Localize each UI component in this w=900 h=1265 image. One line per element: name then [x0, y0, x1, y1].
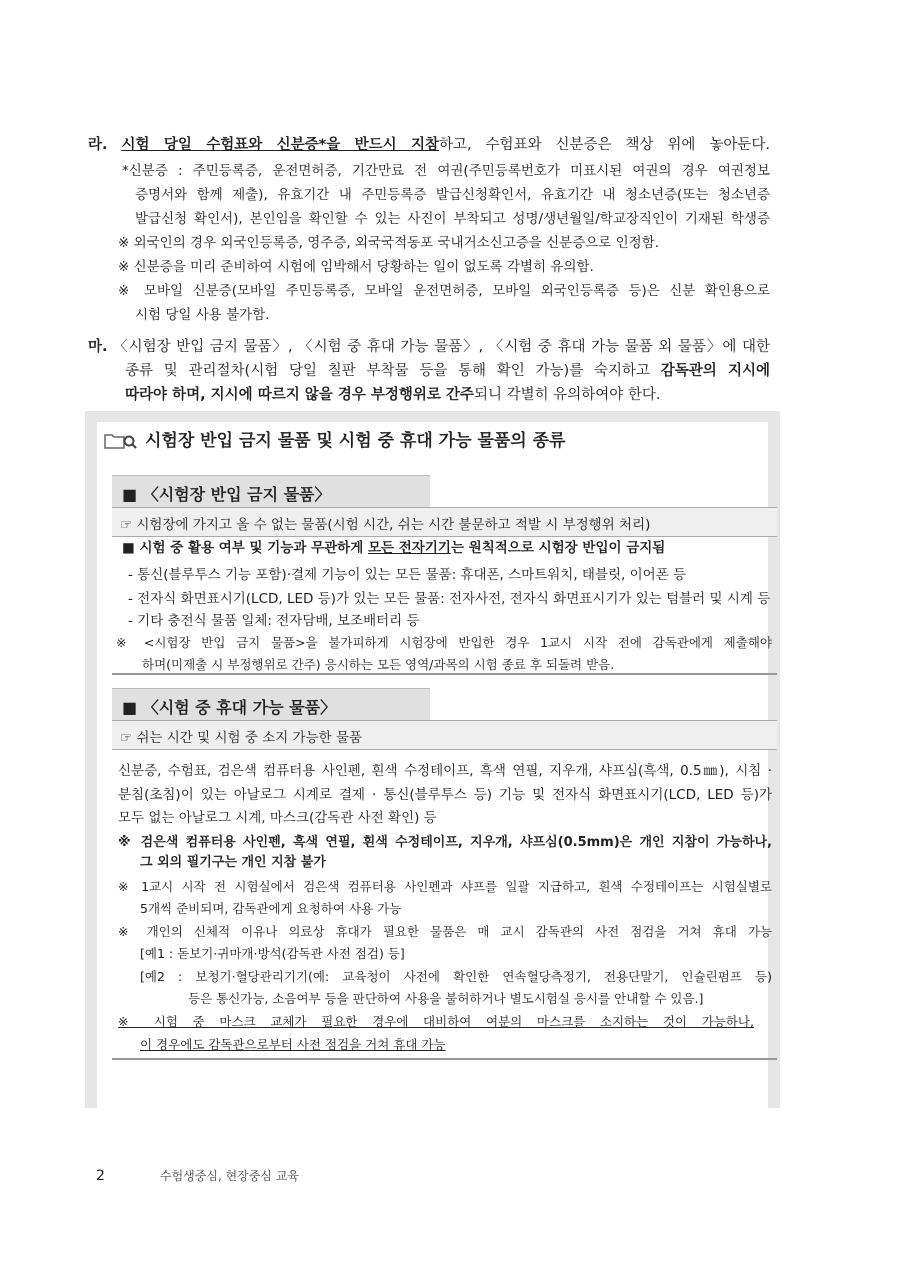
section-ma-line	[125, 361, 770, 381]
subheading: ☞ 시험장에 가지고 올 수 없는 물품(시험 시간, 쉬는 시간 불문하고 적발 시 부정행위 처리)	[120, 517, 651, 533]
section-ra-line	[88, 135, 770, 155]
subheading: ☞ 쉬는 시간 및 시험 중 소지 가능한 물품	[120, 730, 363, 746]
box-title: 시험장 반입 금지 물품 및 시험 중 휴대 가능 물품의 종류	[145, 431, 566, 451]
allowed-body: 모두 없는 아날로그 시계, 마스크(감독관 사전 확인) 등	[118, 810, 437, 826]
id-note-line: 발급신청 확인서), 본인임을 확인할 수 있는 사진이 부착되고 성명/생년월일/학교장직인이 기재된 학생증	[135, 211, 770, 227]
allowed-subheader	[112, 720, 777, 750]
bold-text: ■ 시험 중 활용 여부 및 기능과 무관하게	[122, 540, 368, 556]
prohibited-header	[112, 475, 430, 508]
section-ma-line	[88, 337, 770, 357]
id-note-line: *신분증 : 주민등록증, 운전면허증, 기간만료 전 여권(주민등록번호가 미표시된 여권의 경우 여권정보	[122, 163, 770, 179]
bold-text: 는 원칙적으로 시험장 반입이 금지됨	[450, 540, 666, 556]
prohibited-rule	[122, 538, 665, 558]
body-text: 종류 및 관리절차(시험 당일 칠판 부착물 등을 통해 확인 가능)를 숙지하고	[125, 363, 661, 379]
allowed-header	[112, 688, 430, 721]
folder-search-icon	[103, 431, 139, 455]
emphasis-text: 감독관의 지시에	[660, 363, 770, 379]
note-line: ※ 신분증을 미리 준비하여 시험에 임박해서 당황하는 일이 없도록 각별히 유의함.	[118, 259, 594, 275]
section-heading: ■ 〈시험 중 휴대 가능 물품〉	[122, 698, 337, 717]
section-marker: 마.	[88, 339, 108, 355]
note-line: ※ <시험장 반입 금지 물품>을 불가피하게 시험장에 반입한 경우 1교시 시작 전에 감독관에게 제출해야	[116, 635, 772, 650]
body-text: 되니 각별히 유의하여야 한다.	[474, 387, 661, 403]
emphasis-text: 모든 전자기기	[367, 540, 451, 556]
note-line: 5개씩 준비되며, 감독관에게 요청하여 사용 가능	[140, 901, 402, 916]
prohibited-item: - 통신(블루투스 기능 포함)·결제 기능이 있는 모든 물품: 휴대폰, 스마트워치, 태블릿, 이어폰 등	[128, 567, 687, 583]
footer-slogan: 수험생중심, 현장중심 교육	[160, 1169, 299, 1183]
divider	[112, 673, 777, 675]
emphasis-text: 시험 당일 수험표와 신분증*을 반드시 지참	[121, 137, 439, 153]
note-line: [예2 : 보청기·혈당관리기기(예: 교육청이 사전에 확인한 연속혈당측정기, 전용단말기, 인슐린펌프 등)	[140, 969, 772, 984]
prohibited-item: - 기타 충전식 물품 일체: 전자담배, 보조배터리 등	[128, 613, 420, 629]
id-note-line: 증명서와 함께 제출), 유효기간 내 주민등록증 발급신청확인서, 유효기간 내 청소년증(또는 청소년증	[135, 187, 770, 203]
note-line: [예1 : 돋보기·귀마개·방석(감독관 사전 점검) 등]	[140, 946, 405, 961]
divider	[112, 1058, 777, 1060]
section-marker: 라.	[88, 137, 108, 153]
allowed-body: 신분증, 수험표, 검은색 컴퓨터용 사인펜, 흰색 수정테이프, 흑색 연필, 지우개, 샤프심(흑색, 0.5㎜), 시침 ·	[118, 763, 772, 779]
body-text: 〈시험장 반입 금지 물품〉, 〈시험 중 휴대 가능 물품〉, 〈시험 중 휴대 가능 물품 외 물품〉에 대한	[113, 339, 771, 355]
emphasis-text: 따라야 하며, 지시에 따르지 않을 경우 부정행위로 간주	[125, 387, 474, 403]
section-heading: ■ 〈시험장 반입 금지 물품〉	[122, 485, 331, 504]
note-line: ※ 모바일 신분증(모바일 주민등록증, 모바일 운전면허증, 모바일 외국인등록증 등)은 신분 확인용으로	[118, 283, 770, 299]
note-line: 하며(미제출 시 부정행위로 간주) 응시하는 모든 영역/과목의 시험 종료 후 되돌려 받음.	[142, 657, 615, 672]
bold-note: ※ 검은색 컴퓨터용 사인펜, 흑색 연필, 흰색 수정테이프, 지우개, 샤프심(0.5mm)은 개인 지참이 가능하나,	[118, 835, 772, 850]
mask-note: ※ 시험 중 마스크 교체가 필요한 경우에 대비하여 여분의 마스크를 소지하는 것이 가능하나,	[118, 1014, 754, 1029]
prohibited-subheader	[112, 507, 777, 537]
note-line: ※ 개인의 신체적 이유나 의료상 휴대가 필요한 물품은 매 교시 감독관의 사전 점검을 거쳐 휴대 가능	[118, 924, 772, 939]
note-line: 시험 당일 사용 불가함.	[135, 307, 270, 323]
bold-note: 그 외의 필기구는 개인 지참 불가	[140, 855, 326, 870]
page-number: 2	[96, 1168, 105, 1184]
body-text: 하고, 수험표와 신분증은 책상 위에 놓아둔다.	[439, 137, 770, 153]
allowed-body: 분침(초침)이 있는 아날로그 시계로 결제 · 통신(블루투스 등) 기능 및 전자식 화면표시기(LCD, LED 등)가	[118, 787, 772, 803]
section-ma-line	[125, 385, 661, 405]
prohibited-item: - 전자식 화면표시기(LCD, LED 등)가 있는 모든 물품: 전자사전, 전자식 화면표시기가 있는 텀블러 및 시계 등	[128, 591, 771, 607]
note-line: 등은 통신가능, 소음여부 등을 판단하여 사용을 불허하거나 별도시험실 응시를 안내할 수 있음.]	[188, 991, 704, 1006]
note-line: ※ 1교시 시작 전 시험실에서 검은색 컴퓨터용 사인펜과 샤프를 일괄 지급하고, 흰색 수정테이프는 시험실별로	[118, 879, 772, 894]
note-line: ※ 외국인의 경우 외국인등록증, 영주증, 외국국적동포 국내거소신고증을 신분증으로 인정함.	[118, 235, 660, 251]
mask-note: 이 경우에도 감독관으로부터 사전 점검을 거쳐 휴대 가능	[140, 1037, 446, 1052]
